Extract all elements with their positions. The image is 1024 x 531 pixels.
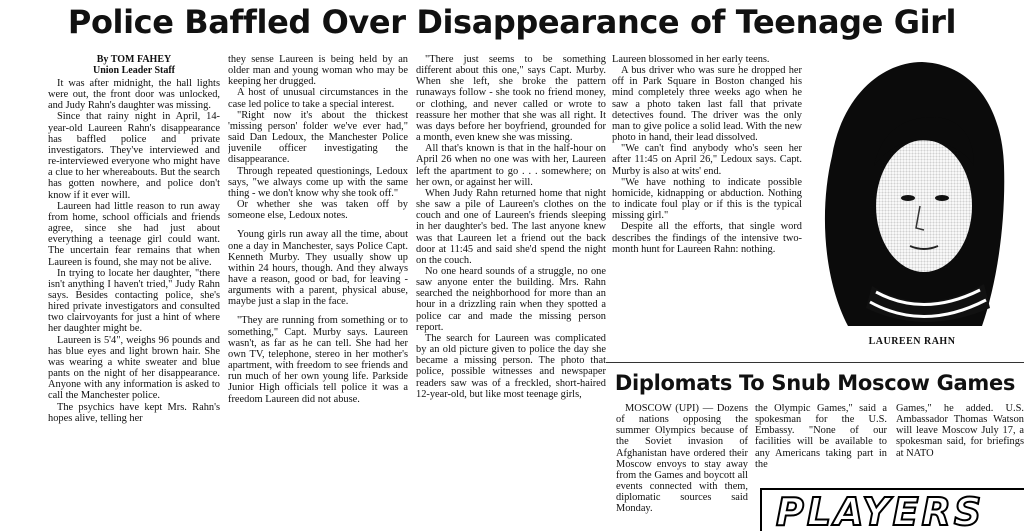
paragraph: the Olympic Games," said a spokesman for the U.S. Embassy. "None of our facilities will be available to any Americans taking part in the [755, 403, 887, 470]
second-story-column-3 [896, 403, 1024, 463]
article-column-3 [416, 54, 606, 531]
players-advertisement [760, 488, 1024, 531]
paragraph: In trying to locate her daughter, "there isn't anything I haven't tried," Judy Rahn says. Besides contacting police, she's hired private investigators and consulted two clairvoyants for just a hint of where her daughter might be. [48, 267, 220, 335]
paragraph: "They are running from something or to something," Capt. Murby says. Laureen wasn't, as far as he can tell. She had her own TV, telephone, stereo in her mother's apartment, with freedom to see friends and run much of her own young life. Parkside Junior High officials tell police it was a freedom Laureen did not abuse. [228, 315, 408, 405]
paragraph: "There just seems to be something different about this one," says Capt. Murby. When she left, she broke the pattern runaways follow - she took no friend money, or clothing, and never called or wrote to reassure her mother that she was all right. It was days before her boyfriend, grounded for a month, even knew she was missing. [416, 54, 606, 144]
paragraph: Laureen is 5'4", weighs 96 pounds and has blue eyes and light brown hair. She was wearing a white sweater and blue pants on the night of her disappearance. Anyone with any information is asked to call the Manchester police. [48, 334, 220, 402]
byline-org: Union Leader Staff [92, 65, 176, 76]
paragraph: MOSCOW (UPI) — Dozens of nations opposing the summer Olympics because of the Soviet invasion of Afghanistan have ordered their Moscow envoys to stay away from the Games and boycott all events connected with them, diplomatic sources said Monday. [616, 403, 748, 515]
paragraph: Games," he added. U.S. Ambassador Thomas Watson will leave Moscow July 17, a spokesman said, for briefings at NATO [896, 403, 1024, 459]
article-column-2 [228, 54, 408, 531]
paragraph: Despite all the efforts, that single word describes the findings of the intensive two-month hunt for Laureen Rahn: nothing. [612, 221, 802, 255]
portrait-image [812, 56, 1012, 330]
paragraph: Since that rainy night in April, 14-year-old Laureen Rahn's disappearance has baffled police and private investigators. They've interviewed and re-interviewed everyone who might have a clue to her whereabouts. But the search has gotten nowhere, and police don't know if it ever will. [48, 111, 220, 201]
paragraph: A bus driver who was sure he dropped her off in Park Square in Boston changed his mind completely three weeks ago when he saw a photo taken last fall that private detectives found. The driver was the only man to give police a solid lead. With the new photo in hand, their lead dissolved. [612, 65, 802, 144]
article-column-4 [612, 54, 802, 364]
paragraph: The psychics have kept Mrs. Rahn's hopes alive, telling her [48, 401, 220, 424]
section-divider [606, 362, 1024, 363]
paragraph: It was after midnight, the hall lights were out, the front door was unlocked, and Judy Rahn's daughter was missing. [48, 78, 220, 112]
players-ad-text: PLAYERS [776, 490, 985, 531]
portrait-photo [812, 56, 1012, 330]
photo-caption: LAUREEN RAHN [868, 336, 956, 347]
article-column-1 [48, 54, 220, 531]
paragraph: Young girls run away all the time, about one a day in Manchester, says Police Capt. Kenneth Murby. They usually show up within 24 hours, though. And they always have a reason, good or bad, for leaving - arguments with a parent, physical abuse, maybe just a slap in the face. [228, 229, 408, 308]
second-headline: Diplomats To Snub Moscow Games [614, 371, 1016, 395]
paragraph: All that's known is that in the half-hour on April 26 when no one was with her, Laureen left the apartment to go . . . somewhere; on her own, or against her will. [416, 143, 606, 188]
second-story-column-1 [616, 403, 748, 531]
paragraph: A host of unusual circumstances in the case led police to take a special interest. [228, 87, 408, 110]
paragraph: they sense Laureen is being held by an older man and young woman who may be keeping her drugged. [228, 54, 408, 88]
paragraph: When Judy Rahn returned home that night she saw a pile of Laureen's clothes on the couch and one of Laureen's friends sleeping in her daughter's bed. The last anyone knew was that Laureen let a friend out the back door at 11:45 and said she'd spend the night on the couch. [416, 187, 606, 266]
paragraph: Laureen blossomed in her early teens. [612, 54, 770, 65]
byline-name: By TOM FAHEY [96, 54, 172, 65]
paragraph: Or whether she was taken off by someone else, Ledoux notes. [228, 199, 408, 222]
main-headline: Police Baffled Over Disappearance of Teenage Girl [67, 3, 957, 41]
paragraph: "We have nothing to indicate possible homicide, kidnapping or abduction. Nothing to indicate foul play or if this is the typical missing girl." [612, 176, 802, 222]
paragraph: Through repeated questionings, Ledoux says, "we always come up with the same thing - we don't know why she took off." [228, 165, 408, 199]
paragraph: "Right now it's about the thickest 'missing person' folder we've ever had," said Dan Ledoux, the Manchester Police juvenile officer investigating the disappearance. [228, 109, 408, 166]
paragraph: Laureen had little reason to run away from home, school officials and friends agree, since she had just about everything a teenage girl could want. The uncertain fear remains that when Laureen is found, she may not be alive. [48, 200, 220, 268]
paragraph: "We can't find anybody who's seen her after 11:45 on April 26," Ledoux says. Capt. Murby is also at wits' end. [612, 143, 802, 177]
paragraph: No one heard sounds of a struggle, no one saw anyone enter the building. Mrs. Rahn searched the neighborhood for more than an hour in a drizzling rain when they spotted a police car and made the missing person report. [416, 265, 606, 333]
paragraph: The search for Laureen was complicated by an old picture given to police the day she became a missing person. The photo that police, possible witnesses and newspaper readers saw was of a freckled, short-haired 12-year-old, but like most teenage girls, [416, 332, 606, 400]
